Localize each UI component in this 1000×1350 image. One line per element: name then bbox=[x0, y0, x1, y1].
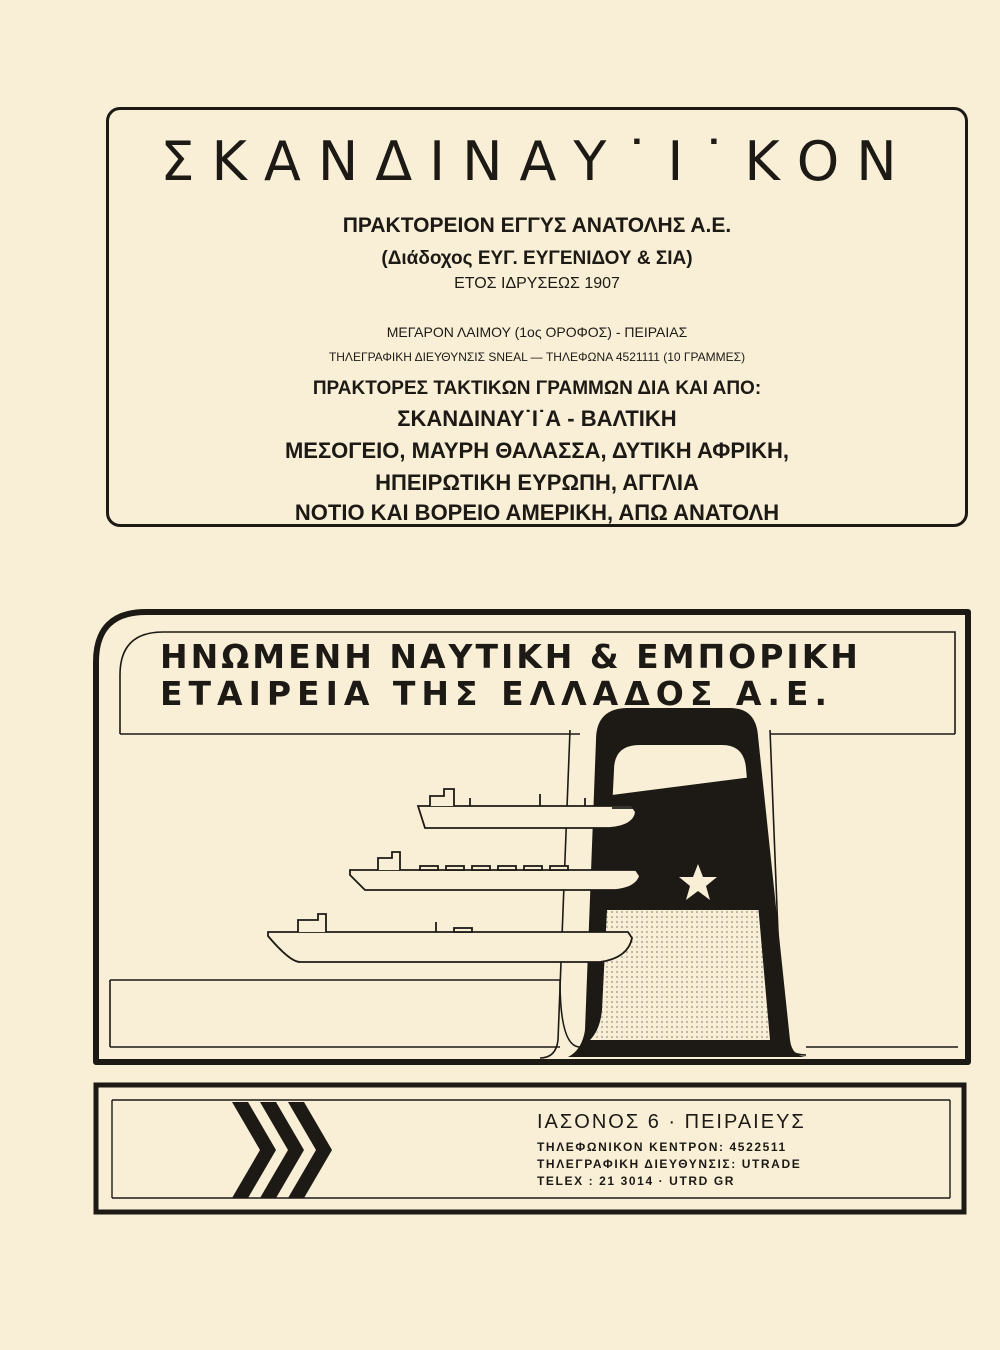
agents-heading: ΠΡΑΚΤΟΡΕΣ ΤΑΚΤΙΚΩΝ ΓΡΑΜΜΩΝ ΔΙΑ ΚΑΙ ΑΠΟ: bbox=[312, 378, 762, 399]
funnel-outer-line bbox=[540, 730, 570, 1058]
funnel-dotted bbox=[592, 910, 770, 1040]
destination-line: ΜΕΣΟΓΕΙΟ, ΜΑΥΡΗ ΘΑΛΑΣΣΑ, ΔΥΤΙΚΗ ΑΦΡΙΚΗ, bbox=[284, 438, 790, 463]
telegraph-phone: ΤΗΛΕΓΡΑΦΙΚΗ ΔΙΕΥΘΥΝΣΙΣ SNEAL — ΤΗΛΕΦΩΝΑ 4521111 (10 ΓΡΑΜΜΕΣ) bbox=[328, 350, 746, 364]
flag-panel bbox=[600, 777, 762, 910]
quay-outline bbox=[110, 980, 580, 1047]
company-name: ΠΡΑΚΤΟΡΕΙΟΝ ΕΓΓΥΣ ΑΝΑΤΟΛΗΣ Α.Ε. bbox=[342, 214, 732, 237]
destination-line: ΝΟΤΙΟ ΚΑΙ ΒΟΡΕΙΟ ΑΜΕΡΙΚΗ, ΑΠΩ ΑΝΑΤΟΛΗ bbox=[294, 500, 780, 525]
chevron-arrows-icon bbox=[232, 1102, 332, 1198]
successor-line: (Διάδοχος ΕΥΓ. ΕΥΓΕΝΙΔΟΥ & ΣΙΑ) bbox=[381, 248, 693, 269]
phone-line: ΤΗΛΕΦΩΝΙΚΟΝ ΚΕΝΤΡΟΝ: 4522511 bbox=[537, 1140, 787, 1154]
brand-name: ΣΚΑΝΔΙΝΑΥ˙Ι˙ΚΟΝ bbox=[160, 130, 914, 193]
address-box bbox=[96, 1085, 964, 1212]
street-address: ΙΑΣΟΝΟΣ 6 · ΠΕΙΡΑΙΕΥΣ bbox=[537, 1111, 806, 1133]
telegraph-line: ΤΗΛΕΓΡΑΦΙΚΗ ΔΙΕΥΘΥΝΣΙΣ: UTRADE bbox=[537, 1157, 802, 1171]
office-address: ΜΕΓΑΡΟΝ ΛΑΙΜΟΥ (1ος ΟΡΟΦΟΣ) - ΠΕΙΡΑΙΑΣ bbox=[386, 324, 688, 340]
company-title-line1: ΗΝΩΜΕΝΗ ΝΑΥΤΙΚΗ & ΕΜΠΟΡΙΚΗ bbox=[160, 637, 861, 676]
company-title-line2: ΕΤΑΙΡΕΙΑ ΤΗΣ ΕΛΛΑΔΟΣ Α.Ε. bbox=[160, 674, 834, 713]
founded-year: ΕΤΟΣ ΙΔΡΥΣΕΩΣ 1907 bbox=[454, 275, 620, 292]
destination-line: ΣΚΑΝΔΙΝΑΥ˙Ι˙Α - ΒΑΛΤΙΚΗ bbox=[397, 406, 677, 431]
ship-bottom bbox=[268, 914, 632, 962]
telex-line: TELEX : 21 3014 · UTRD GR bbox=[537, 1174, 736, 1188]
destination-line: ΗΠΕΙΡΩΤΙΚΗ ΕΥΡΩΠΗ, ΑΓΓΛΙΑ bbox=[375, 470, 699, 495]
